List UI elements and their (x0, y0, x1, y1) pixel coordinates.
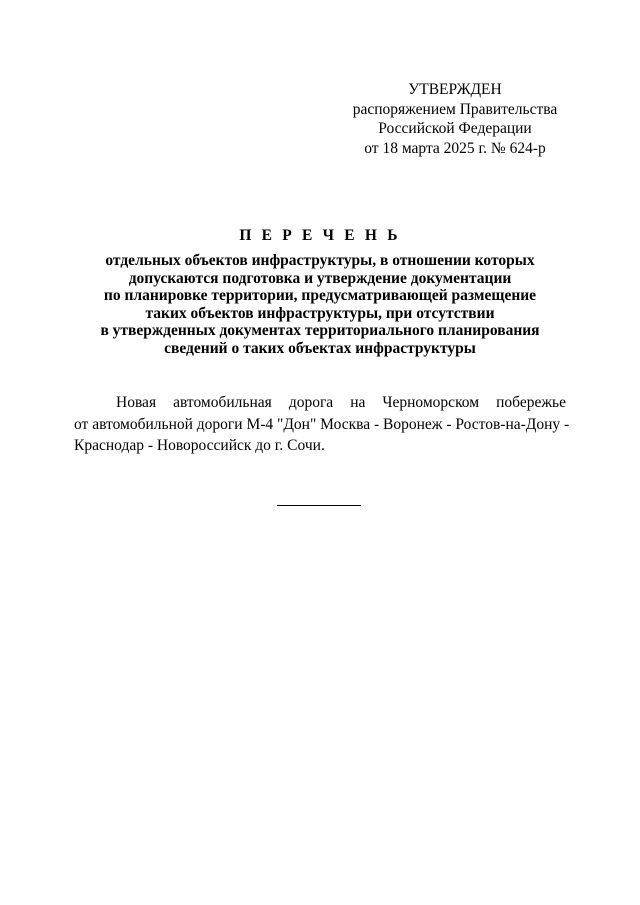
subtitle-line: отдельных объектов инфраструктуры, в отношении которых (105, 252, 535, 269)
approval-line-3: от 18 марта 2025 г. № 624-р (364, 139, 546, 157)
subtitle-line: допускаются подготовка и утверждение документации (128, 269, 512, 287)
subtitle-line: в утвержденных документах территориального планирования (100, 322, 540, 339)
subtitle-line: таких объектов инфраструктуры, при отсутствии (145, 304, 495, 322)
subtitle-line: по планировке территории, предусматривающей размещение (103, 287, 537, 304)
approval-stamp (340, 80, 570, 158)
approval-line-2: Российской Федерации (378, 120, 532, 137)
subtitle-line: сведений о таких объектах инфраструктуры (164, 339, 476, 357)
approval-line-1: распоряжением Правительства (352, 100, 558, 118)
body-line: Новая автомобильная дорога на Черноморском побережье (116, 394, 566, 411)
approval-word: УТВЕРЖДЕН (408, 81, 502, 98)
end-separator-line (277, 505, 361, 506)
document-title (60, 226, 580, 357)
body-line: от автомобильной дороги М-4 "Дон" Москва - Воронеж - Ростов-на-Дону - (74, 415, 570, 433)
title-subtitle (60, 252, 580, 357)
title-main: П Е Р Е Ч Е Н Ь (239, 227, 401, 244)
list-item-text (74, 392, 570, 457)
body-line: Краснодар - Новороссийск до г. Сочи. (74, 437, 325, 454)
